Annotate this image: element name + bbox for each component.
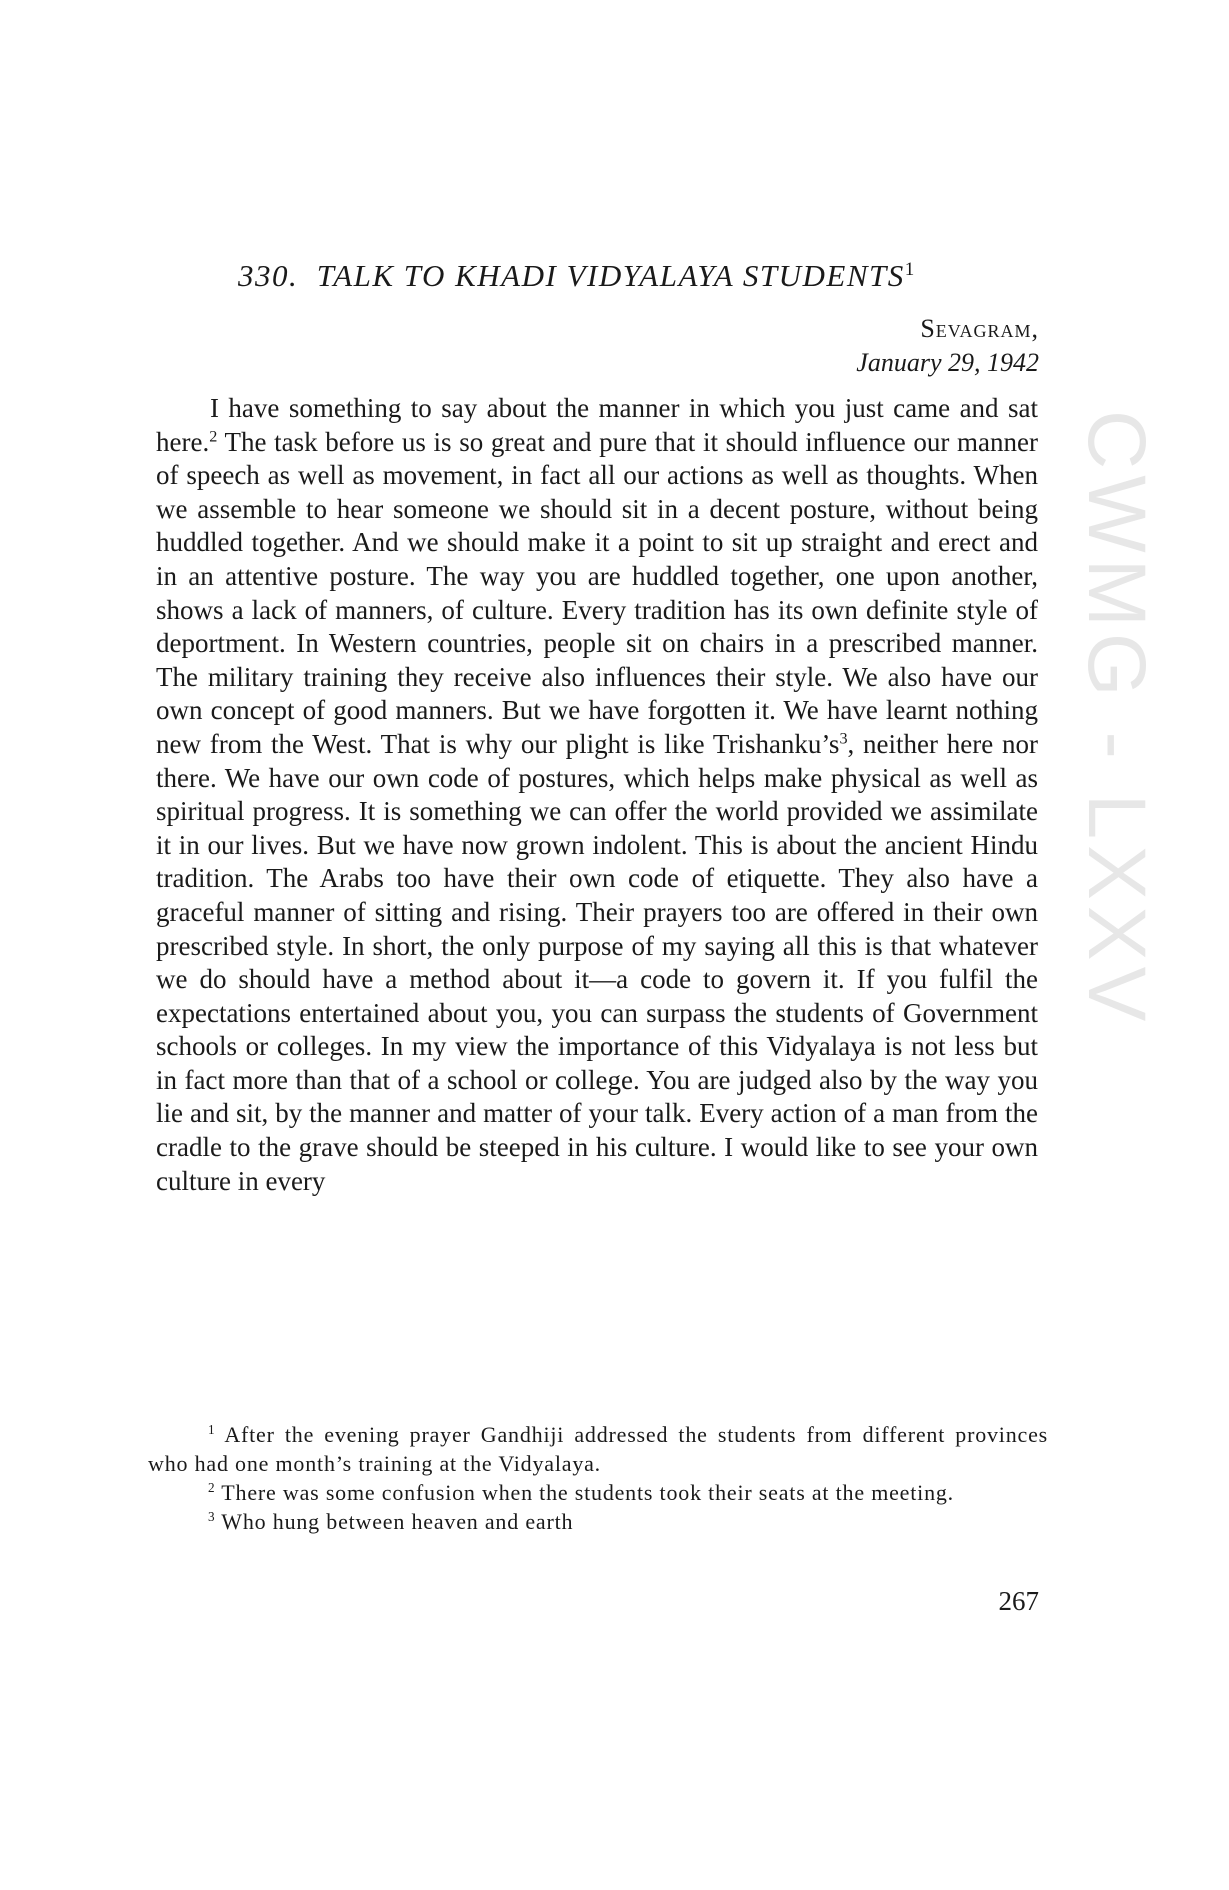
- footnote-ref-3: 3: [839, 729, 848, 748]
- footnote-ref-1: 1: [904, 259, 916, 280]
- footnote-mark: 2: [208, 1480, 216, 1496]
- footnote-2: [148, 1478, 1048, 1507]
- footnote-text: There was some confusion when the students took their seats at the meeting.: [215, 1480, 954, 1505]
- body-text-part-2: The task before us is so great and pure that it should influence our manner of speech as well as movement, in fact all our actions as well as thoughts. When we assemble to hear someone we should sit in a decent posture, without being huddled together. And we should make it a point to sit up straight and erect and in an attentive posture. The way you are huddled together, one upon another, shows a lack of manners, of culture. Every tradition has its own definite style of deportment. In Western countries, people sit on chairs in a prescribed manner. The military training they receive also influences their style. We also have our own concept of good manners. But we have forgotten it. We have learnt nothing new from the West. That is why our plight is like Trishanku’s: [156, 426, 1038, 759]
- place-line: Sevagram,: [920, 314, 1039, 343]
- date-line: January 29, 1942: [856, 348, 1039, 377]
- article-heading: [238, 258, 916, 294]
- footnote-1: [148, 1420, 1048, 1478]
- article-title: TALK TO KHADI VIDYALAYA STUDENTS: [316, 258, 905, 293]
- page-number: 267: [998, 1586, 1039, 1616]
- footnote-ref-2: 2: [209, 426, 218, 445]
- body-text-part-3: , neither here nor there. We have our own code of postures, which helps make physical as well as spiritual progress. It is something we can offer the world provided we assimilate it in our lives. But we have now grown indolent. This is about the ancient Hindu tradition. The Arabs too have their own code of etiquette. They also have a graceful manner of sitting and rising. Their prayers too are offered in their own prescribed style. In short, the only purpose of my saying all this is that whatever we do should have a method about it—a code to govern it. If you fulfil the expectations entertained about you, you can surpass the students of Government schools or colleges. In my view the importance of this Vidyalaya is not less but in fact more than that of a school or college. You are judged also by the way you lie and sit, by the manner and matter of your talk. Every action of a man from the cradle to the grave should be steeped in his culture. I would like to see your own culture in every: [156, 728, 1038, 1196]
- watermark: CWMG - LXXV: [1071, 410, 1162, 1028]
- footnote-text: After the evening prayer Gandhiji addressed the students from different provinces who had one month’s training at the Vidyalaya.: [148, 1422, 1048, 1476]
- footnote-text: Who hung between heaven and earth: [215, 1509, 574, 1534]
- footnote-3: [148, 1507, 1048, 1536]
- body-text-part-1: I have something to say about the manner in which you just came and sat here.: [156, 393, 1038, 457]
- article-number: 330.: [238, 258, 299, 293]
- footnote-mark: 3: [208, 1509, 216, 1525]
- body-paragraph: [156, 392, 1038, 1198]
- footnotes: [148, 1420, 1048, 1536]
- footnote-mark: 1: [208, 1422, 216, 1438]
